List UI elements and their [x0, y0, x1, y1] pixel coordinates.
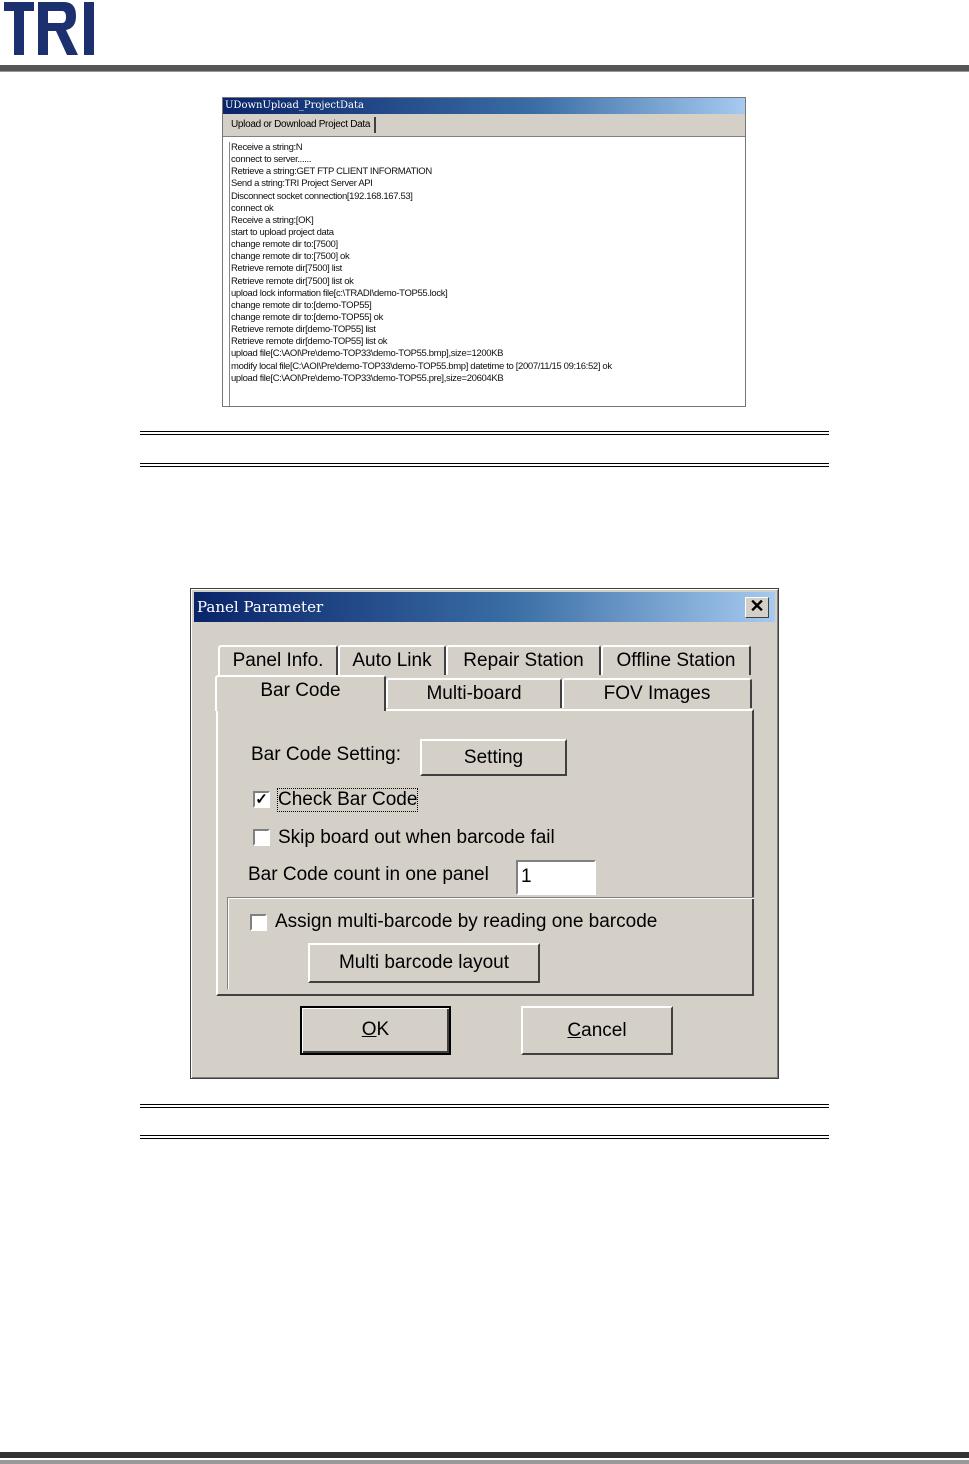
dialog-title [194, 592, 775, 622]
header-rule-thin [0, 71, 969, 72]
log-line: change remote dir to:[7500] ok [231, 251, 350, 263]
log-line: Retrieve remote dir[7500] list [231, 263, 342, 275]
ftp-upload-window [222, 97, 746, 407]
tab-panel-info[interactable]: Panel Info. [218, 645, 338, 675]
ok-rest: K [376, 1019, 390, 1040]
footer-rule [0, 1452, 969, 1458]
ftp-tab-upload-download[interactable]: Upload or Download Project Data [227, 117, 376, 133]
assign-multi-barcode-label[interactable]: Assign multi-barcode by reading one barcode [275, 911, 658, 932]
cancel-rest: ancel [581, 1020, 627, 1041]
ftp-log-list [229, 142, 741, 406]
panel-parameter-dialog [190, 588, 779, 1079]
tab-bar-code[interactable]: Bar Code [215, 675, 386, 711]
caption-rule [140, 1104, 829, 1108]
check-bar-code-label[interactable]: Check Bar Code [278, 789, 418, 810]
ok-button[interactable] [300, 1006, 451, 1055]
log-line: connect to server...... [231, 154, 312, 166]
log-line: Disconnect socket connection[192.168.167.53] [231, 190, 413, 202]
footer-rule-thin [0, 1460, 969, 1464]
log-line: upload lock information file[c:\TRADI\demo-TOP55.lock] [231, 287, 448, 299]
log-line: modify local file[C:\AOI\Pre\demo-TOP33\demo-TOP55.bmp] datetime to [2007/11/15 09:16:52] ok [231, 360, 612, 372]
tab-repair-station[interactable]: Repair Station [446, 645, 601, 675]
tab-offline-station[interactable]: Offline Station [601, 645, 751, 675]
skip-board-label[interactable]: Skip board out when barcode fail [278, 827, 555, 848]
assign-multi-barcode-checkbox[interactable] [250, 914, 267, 931]
log-line: connect ok [231, 202, 274, 214]
log-line: Send a string:TRI Project Server API [231, 178, 373, 190]
log-line: Retrieve a string:GET FTP CLIENT INFORMATION [231, 166, 432, 178]
tab-auto-link[interactable]: Auto Link [338, 645, 446, 675]
skip-board-checkbox[interactable] [253, 829, 270, 846]
close-icon[interactable]: ✕ [745, 597, 769, 618]
log-line: upload file[C:\AOI\Pre\demo-TOP33\demo-TOP55.bmp],size=1200KB [231, 348, 504, 360]
setting-button[interactable]: Setting [420, 739, 567, 776]
log-line: change remote dir to:[demo-TOP55] ok [231, 311, 383, 323]
log-line: change remote dir to:[7500] [231, 239, 338, 251]
log-line: Retrieve remote dir[7500] list ok [231, 275, 354, 287]
cancel-accel: C [567, 1020, 582, 1041]
caption-rule [140, 1135, 829, 1139]
bar-code-count-input[interactable]: 1 [516, 860, 596, 895]
ok-accel: O [361, 1019, 377, 1040]
check-bar-code-checkbox[interactable]: ✓ [253, 791, 270, 808]
log-line: start to upload project data [231, 226, 334, 238]
log-line: Receive a string:[OK] [231, 214, 314, 226]
tab-fov-images[interactable]: FOV Images [562, 678, 752, 708]
bar-code-setting-label: Bar Code Setting: [251, 744, 401, 765]
ftp-window-title: UDownUpload_ProjectData [223, 98, 745, 114]
tri-logo [4, 0, 100, 60]
log-line: Retrieve remote dir[demo-TOP55] list ok [231, 336, 388, 348]
multi-barcode-layout-button[interactable]: Multi barcode layout [308, 943, 540, 983]
log-line: Retrieve remote dir[demo-TOP55] list [231, 324, 376, 336]
bar-code-count-label: Bar Code count in one panel [248, 864, 489, 885]
caption-rule [140, 431, 829, 435]
ftp-toolbar [223, 114, 745, 137]
cancel-button[interactable] [521, 1006, 673, 1055]
dialog-title-text: Panel Parameter [197, 598, 324, 616]
caption-rule [140, 463, 829, 467]
log-line: change remote dir to:[demo-TOP55] [231, 299, 372, 311]
tab-multi-board[interactable]: Multi-board [386, 678, 562, 708]
log-line: Receive a string:N [231, 142, 303, 153]
log-line: upload file[C:\AOI\Pre\demo-TOP33\demo-TOP55.pre],size=20604KB [231, 372, 504, 384]
